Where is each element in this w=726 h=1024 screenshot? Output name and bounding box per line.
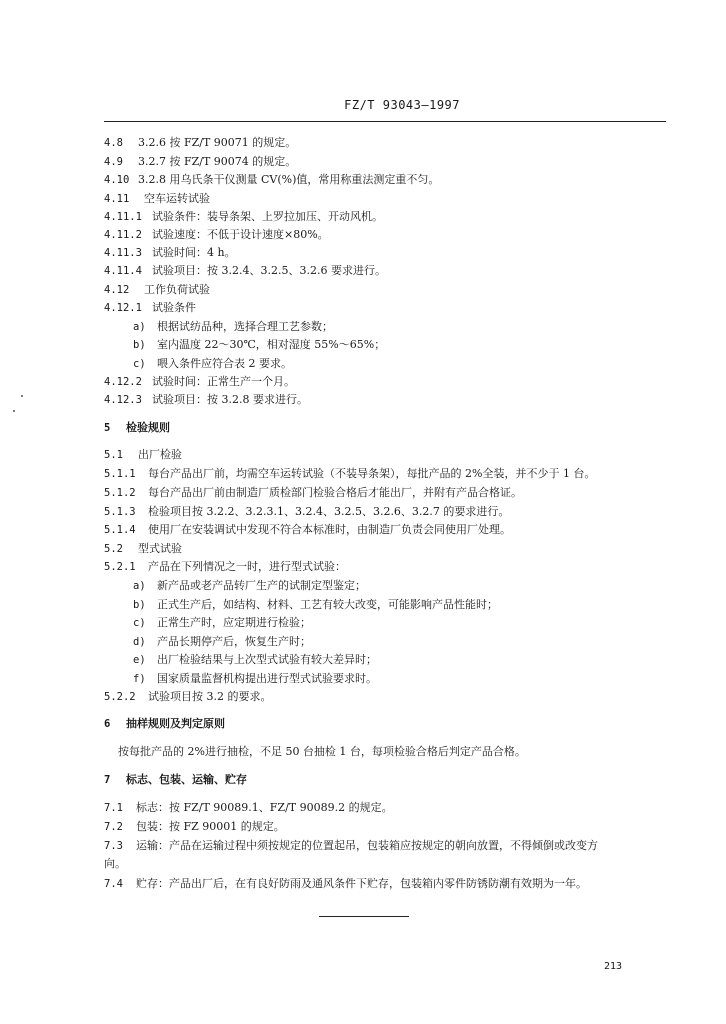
clause-number: 4.12.2 xyxy=(104,376,142,388)
clause-text: 3.2.6 按 FZ/T 90071 的规定。 xyxy=(138,136,297,149)
scan-speck xyxy=(21,395,23,397)
page-header xyxy=(0,98,726,112)
clause-number: 4.9 xyxy=(104,156,123,168)
header-rule xyxy=(104,121,666,122)
clause-text: 使用厂在安装调试中发现不符合本标准时，由制造厂负责会同使用厂处理。 xyxy=(148,523,511,536)
clause-text: 试验项目：按 3.2.4、3.2.5、3.2.6 要求进行。 xyxy=(152,264,386,277)
clause-4-12 xyxy=(104,283,210,297)
clause-5-1-3 xyxy=(104,505,509,519)
clause-text: 运输：产品在运输过程中须按规定的位置起吊，包装箱应按规定的朝向放置，不得倾倒或改变方 xyxy=(136,839,598,852)
clause-text: 3.2.7 按 FZ/T 90074 的规定。 xyxy=(138,155,297,168)
list-marker: f) xyxy=(133,673,146,685)
list-text: 新产品或老产品转厂生产的试制定型鉴定； xyxy=(157,579,366,592)
clause-text: 包装：按 FZ 90001 的规定。 xyxy=(136,820,285,833)
clause-number: 4.12.1 xyxy=(104,302,142,314)
clause-number: 4.11.3 xyxy=(104,247,142,259)
clause-5-1-4 xyxy=(104,523,511,537)
list-text: 正式生产后，如结构、材料、工艺有较大改变，可能影响产品性能时； xyxy=(157,598,498,611)
clause-text: 向。 xyxy=(104,857,126,870)
clause-4-10 xyxy=(104,173,439,187)
clause-text: 每台产品出厂前由制造厂质检部门检验合格后才能出厂，并附有产品合格证。 xyxy=(148,486,522,499)
clause-text: 标志：按 FZ/T 90089.1、FZ/T 90089.2 的规定。 xyxy=(136,801,393,814)
clause-number: 5.1.1 xyxy=(104,468,136,480)
clause-7-3-continued xyxy=(104,857,126,871)
section-7-heading xyxy=(104,773,247,787)
clause-number: 7.2 xyxy=(104,821,123,833)
clause-7-2 xyxy=(104,820,285,834)
clause-4-12-3 xyxy=(104,393,308,407)
clause-text: 每台产品出厂前，均需空车运转试验（不装导条架），每批产品的 2%全装，并不少于 1 台。 xyxy=(148,467,596,480)
list-text: 国家质量监督机构提出进行型式试验要求时。 xyxy=(157,672,377,685)
clause-number: 4.10 xyxy=(104,174,130,186)
list-marker: b) xyxy=(133,339,146,351)
clause-number: 4.11.2 xyxy=(104,229,142,241)
clause-5-2-2 xyxy=(104,690,272,704)
list-item-a xyxy=(133,320,333,334)
sampling-paragraph xyxy=(118,745,526,759)
list-marker: a) xyxy=(133,580,146,592)
clause-4-12-2 xyxy=(104,375,295,389)
clause-text: 试验条件 xyxy=(152,301,196,314)
clause-7-1 xyxy=(104,801,393,815)
clause-5-1-1 xyxy=(104,467,595,481)
clause-4-9 xyxy=(104,155,296,169)
clause-number: 5.2.1 xyxy=(104,561,136,573)
clause-number: 5.1.3 xyxy=(104,506,136,518)
clause-text: 空车运转试验 xyxy=(144,192,210,205)
clause-text: 3.2.8 用乌氏条干仪测量 CV(%)值，常用称重法测定重不匀。 xyxy=(138,173,440,186)
section-title: 标志、包装、运输、贮存 xyxy=(126,773,247,786)
section-number: 5 xyxy=(104,422,111,434)
clause-4-12-1 xyxy=(104,301,196,315)
clause-number: 4.12.3 xyxy=(104,394,142,406)
clause-number: 7.3 xyxy=(104,840,123,852)
list-item-f xyxy=(133,672,377,686)
clause-text: 试验项目：按 3.2.8 要求进行。 xyxy=(152,393,308,406)
list-item-a xyxy=(133,579,366,593)
clause-5-2 xyxy=(104,542,182,556)
list-marker: e) xyxy=(133,654,146,666)
clause-number: 4.11 xyxy=(104,193,130,205)
list-text: 室内温度 22～30℃，相对湿度 55%～65%； xyxy=(157,338,386,351)
list-marker: c) xyxy=(133,358,146,370)
clause-text: 工作负荷试验 xyxy=(144,283,210,296)
clause-5-2-1 xyxy=(104,560,346,574)
list-marker: c) xyxy=(133,617,146,629)
list-text: 产品长期停产后，恢复生产时； xyxy=(157,635,311,648)
section-title: 抽样规则及判定原则 xyxy=(126,717,225,730)
clause-number: 5.2.2 xyxy=(104,691,136,703)
clause-number: 7.4 xyxy=(104,878,123,890)
list-marker: b) xyxy=(133,599,146,611)
clause-text: 试验时间：4 h。 xyxy=(152,246,236,259)
clause-4-11-4 xyxy=(104,264,386,278)
page-number: 213 xyxy=(604,961,623,972)
standard-code: FZ/T 93043—1997 xyxy=(344,98,460,112)
section-6-heading xyxy=(104,717,225,731)
clause-text: 试验速度：不低于设计速度×80%。 xyxy=(152,228,329,241)
list-text: 正常生产时，应定期进行检验； xyxy=(157,616,311,629)
section-5-heading xyxy=(104,421,170,435)
clause-7-4 xyxy=(104,877,587,891)
clause-text: 试验时间：正常生产一个月。 xyxy=(152,375,295,388)
clause-number: 5.1.4 xyxy=(104,524,136,536)
section-title: 检验规则 xyxy=(126,421,170,434)
clause-7-3 xyxy=(104,839,598,853)
section-number: 7 xyxy=(104,774,111,786)
list-item-b xyxy=(133,338,385,352)
list-text: 喂入条件应符合表 2 要求。 xyxy=(157,357,292,370)
list-marker: a) xyxy=(133,321,146,333)
clause-text: 出厂检验 xyxy=(138,448,182,461)
clause-text: 检验项目按 3.2.2、3.2.3.1、3.2.4、3.2.5、3.2.6、3.2.7 的要求进行。 xyxy=(148,505,510,518)
list-item-d xyxy=(133,635,311,649)
list-text: 根据试纺品种，选择合理工艺参数； xyxy=(157,320,333,333)
clause-text: 型式试验 xyxy=(138,542,182,555)
clause-text: 试验项目按 3.2 的要求。 xyxy=(148,690,272,703)
clause-text: 贮存：产品出厂后，在有良好防雨及通风条件下贮存，包装箱内零件防锈防潮有效期为一年。 xyxy=(136,877,587,890)
scan-speck xyxy=(13,410,15,412)
list-item-b xyxy=(133,598,498,612)
end-rule xyxy=(319,916,409,917)
clause-4-11-3 xyxy=(104,246,236,260)
list-text: 出厂检验结果与上次型式试验有较大差异时； xyxy=(157,653,377,666)
clause-4-11-2 xyxy=(104,228,329,242)
clause-number: 5.1 xyxy=(104,449,123,461)
clause-5-1-2 xyxy=(104,486,522,500)
list-item-e xyxy=(133,653,377,667)
clause-number: 5.2 xyxy=(104,543,123,555)
clause-text: 试验条件：装导条架、上罗拉加压、开动风机。 xyxy=(152,210,383,223)
clause-number: 4.11.1 xyxy=(104,211,142,223)
clause-5-1 xyxy=(104,448,182,462)
clause-4-11-1 xyxy=(104,210,383,224)
clause-4-8 xyxy=(104,136,296,150)
section-number: 6 xyxy=(104,718,111,730)
clause-number: 5.1.2 xyxy=(104,487,136,499)
clause-text: 产品在下列情况之一时，进行型式试验： xyxy=(148,560,346,573)
clause-number: 4.12 xyxy=(104,284,130,296)
clause-number: 7.1 xyxy=(104,802,123,814)
list-marker: d) xyxy=(133,636,146,648)
clause-number: 4.8 xyxy=(104,137,123,149)
list-item-c xyxy=(133,357,292,371)
paragraph-text: 按每批产品的 2%进行抽检，不足 50 台抽检 1 台，每项检验合格后判定产品合格。 xyxy=(118,745,526,758)
clause-number: 4.11.4 xyxy=(104,265,142,277)
clause-4-11 xyxy=(104,192,210,206)
list-item-c xyxy=(133,616,311,630)
